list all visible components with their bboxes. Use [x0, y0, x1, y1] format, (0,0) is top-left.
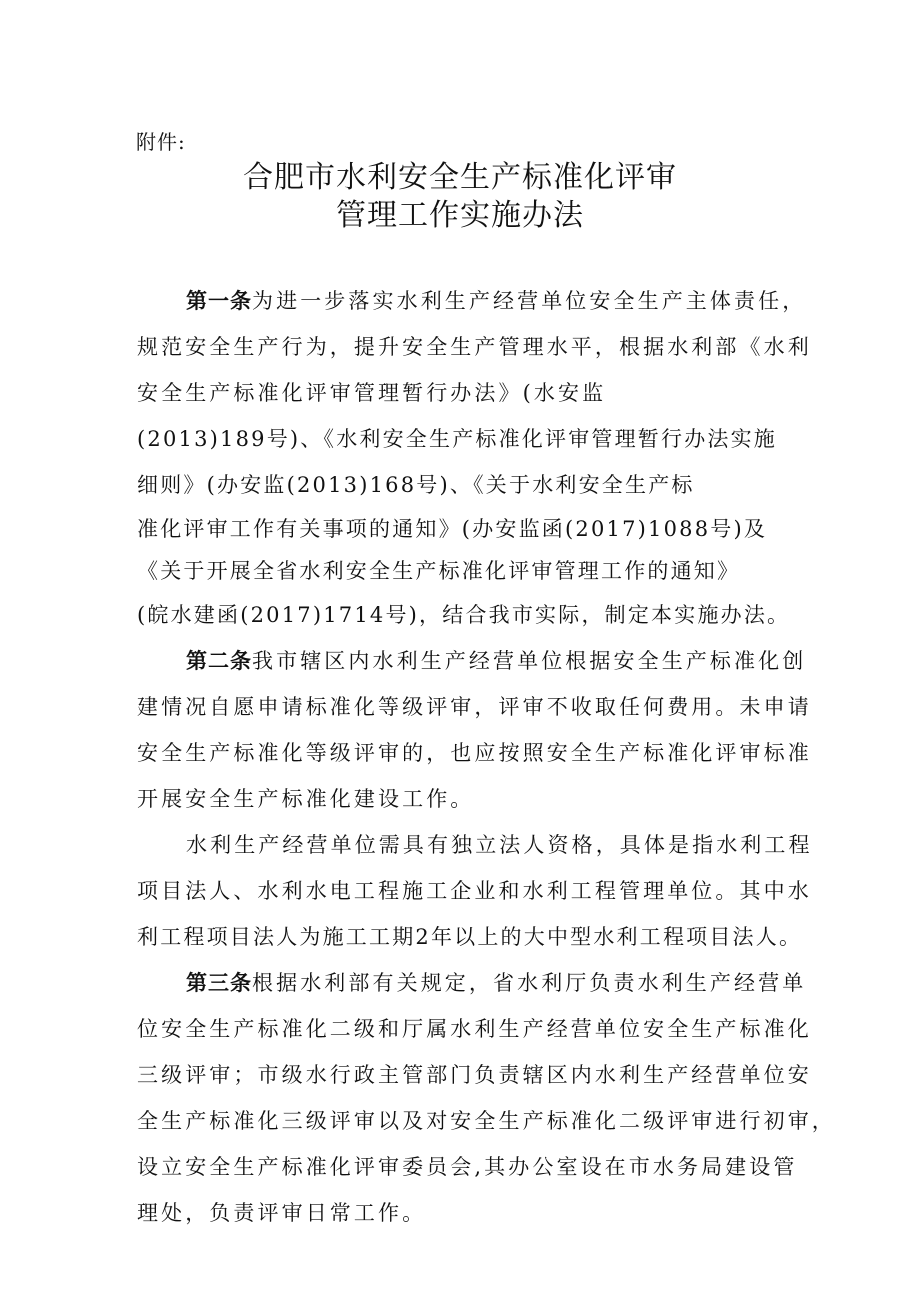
document-title-line-2: 管理工作实施办法 — [336, 198, 584, 233]
article-1-line-5: 细则》(办安监(2013)168号)、《关于水利安全生产标 — [137, 473, 695, 497]
attachment-label: 附件: — [136, 130, 186, 154]
article-2-heading: 第二条 — [186, 649, 252, 673]
article-1-line-3: 安全生产标准化评审管理暂行办法》(水安监 — [137, 381, 607, 405]
document-title-line-1: 合肥市水利安全生产标准化评审 — [243, 160, 677, 195]
article-3-line-3: 三级评审；市级水行政主管部门负责辖区内水利生产经营单位安 — [137, 1063, 812, 1087]
article-1-heading: 第一条 — [186, 289, 252, 313]
article-3-heading: 第三条 — [186, 971, 252, 995]
paragraph-2-line-2: 项目法人、水利水电工程施工企业和水利工程管理单位。其中水 — [137, 879, 812, 903]
article-1-line-2: 规范安全生产行为，提升安全生产管理水平，根据水利部《水利 — [137, 335, 812, 359]
article-1-line-6: 准化评审工作有关事项的通知》(办安监函(2017)1088号)及 — [137, 517, 768, 541]
article-2-line-4: 开展安全生产标准化建设工作。 — [137, 787, 475, 811]
article-1-line-4: (2013)189号)、《水利安全生产标准化评审管理暂行办法实施 — [137, 427, 778, 451]
article-1-line-1 — [186, 286, 806, 316]
article-2-line-1 — [186, 646, 806, 676]
article-3-line-5: 设立安全生产标准化评审委员会,其办公室设在市水务局建设管 — [137, 1155, 798, 1179]
article-3-line-1 — [186, 968, 806, 998]
article-2-text-1: 我市辖区内水利生产经营单位根据安全生产标准化创 — [252, 649, 807, 673]
article-3-line-2: 位安全生产标准化二级和厅属水利生产经营单位安全生产标准化 — [137, 1017, 812, 1041]
paragraph-2-line-1: 水利生产经营单位需具有独立法人资格，具体是指水利工程 — [186, 833, 813, 857]
article-1-line-8: (皖水建函(2017)1714号)，结合我市实际，制定本实施办法。 — [137, 603, 791, 627]
article-3-line-6: 理处，负责评审日常工作。 — [137, 1201, 427, 1225]
article-1-line-7: 《关于开展全省水利安全生产标准化评审管理工作的通知》 — [137, 559, 741, 583]
article-1-text-1: 为进一步落实水利生产经营单位安全生产主体责任， — [252, 289, 807, 313]
article-3-line-4: 全生产标准化三级评审以及对安全生产标准化二级评审进行初审， — [137, 1109, 836, 1133]
paragraph-2-line-3: 利工程项目法人为施工工期2年以上的大中型水利工程项目法人。 — [137, 925, 803, 949]
article-2-line-2: 建情况自愿申请标准化等级评审，评审不收取任何费用。未申请 — [137, 695, 812, 719]
article-3-text-1: 根据水利部有关规定，省水利厅负责水利生产经营单 — [252, 971, 807, 995]
article-2-line-3: 安全生产标准化等级评审的，也应按照安全生产标准化评审标准 — [137, 741, 812, 765]
